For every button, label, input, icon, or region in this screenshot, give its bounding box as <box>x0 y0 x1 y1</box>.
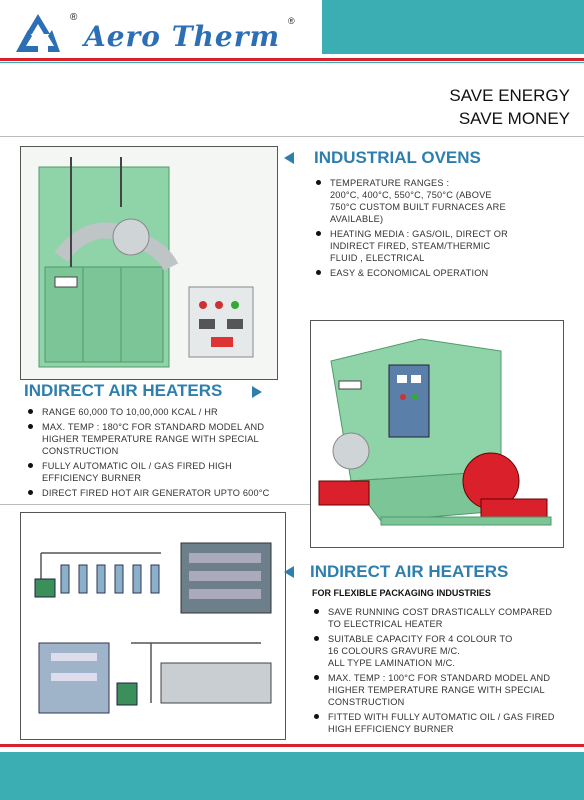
list-item: EASY & ECONOMICAL OPERATION <box>314 267 574 279</box>
packaging-line-illustration <box>21 513 285 739</box>
list-item: TEMPERATURE RANGES : 200°C, 400°C, 550°C, 750°C (ABOVE 750°C CUSTOM BUILT FURNACES ARE AVAILABLE) <box>314 177 574 225</box>
tagline-line-2: SAVE MONEY <box>458 109 570 128</box>
list-item: FITTED WITH FULLY AUTOMATIC OIL / GAS FIRED HIGH EFFICIENCY BURNER <box>312 711 576 735</box>
tagline-line-1: SAVE ENERGY <box>449 86 570 105</box>
ovens-title: INDUSTRIAL OVENS <box>314 148 481 167</box>
footer-teal-band <box>0 752 584 800</box>
packaging-subtitle: FOR FLEXIBLE PACKAGING INDUSTRIES <box>312 588 491 598</box>
list-item: MAX. TEMP : 180°C FOR STANDARD MODEL AND HIGHER TEMPERATURE RANGE WITH SPECIAL CONSTRUCTION <box>26 421 310 457</box>
list-item: RANGE 60,000 TO 10,00,000 KCAL / HR <box>26 406 310 418</box>
mid-rule <box>0 504 310 505</box>
list-item: DIRECT FIRED HOT AIR GENERATOR UPTO 600°C <box>26 487 310 499</box>
registered-mark: ® <box>70 12 78 23</box>
footer-red-stripe <box>0 744 584 747</box>
ovens-arrow-icon <box>284 152 294 164</box>
brand-name: Aero Therm <box>84 20 281 53</box>
heaters-arrow-icon <box>252 386 262 398</box>
list-item: FULLY AUTOMATIC OIL / GAS FIRED HIGH EFFICIENCY BURNER <box>26 460 310 484</box>
packaging-arrow-icon <box>284 566 294 578</box>
heaters-title: INDIRECT AIR HEATERS <box>24 381 223 400</box>
header-teal-stripe <box>0 62 584 63</box>
tagline <box>420 84 570 130</box>
header-red-stripe <box>0 58 584 61</box>
list-item: SUITABLE CAPACITY FOR 4 COLOUR TO 16 COLOURS GRAVURE M/C. ALL TYPE LAMINATION M/C. <box>312 633 576 669</box>
air-heater-photo <box>310 320 564 548</box>
heaters-bullets <box>26 406 310 502</box>
air-heater-illustration <box>311 321 563 547</box>
brand-logo <box>10 12 310 58</box>
packaging-line-photo <box>20 512 286 740</box>
packaging-title: INDIRECT AIR HEATERS <box>310 562 509 581</box>
ovens-bullets <box>314 177 574 282</box>
recycle-logo-icon <box>10 12 66 58</box>
packaging-bullets <box>312 606 576 738</box>
registered-mark-2: ® <box>288 16 295 26</box>
header-teal-band <box>322 0 584 54</box>
industrial-oven-illustration <box>21 147 277 379</box>
list-item: MAX. TEMP : 100°C FOR STANDARD MODEL AND HIGHER TEMPERATURE RANGE WITH SPECIAL CONSTRUCTION <box>312 672 576 708</box>
top-rule <box>0 136 584 137</box>
list-item: SAVE RUNNING COST DRASTICALLY COMPARED TO ELECTRICAL HEATER <box>312 606 576 630</box>
list-item: HEATING MEDIA : GAS/OIL, DIRECT OR INDIRECT FIRED, STEAM/THERMIC FLUID , ELECTRICAL <box>314 228 574 264</box>
industrial-oven-photo <box>20 146 278 380</box>
